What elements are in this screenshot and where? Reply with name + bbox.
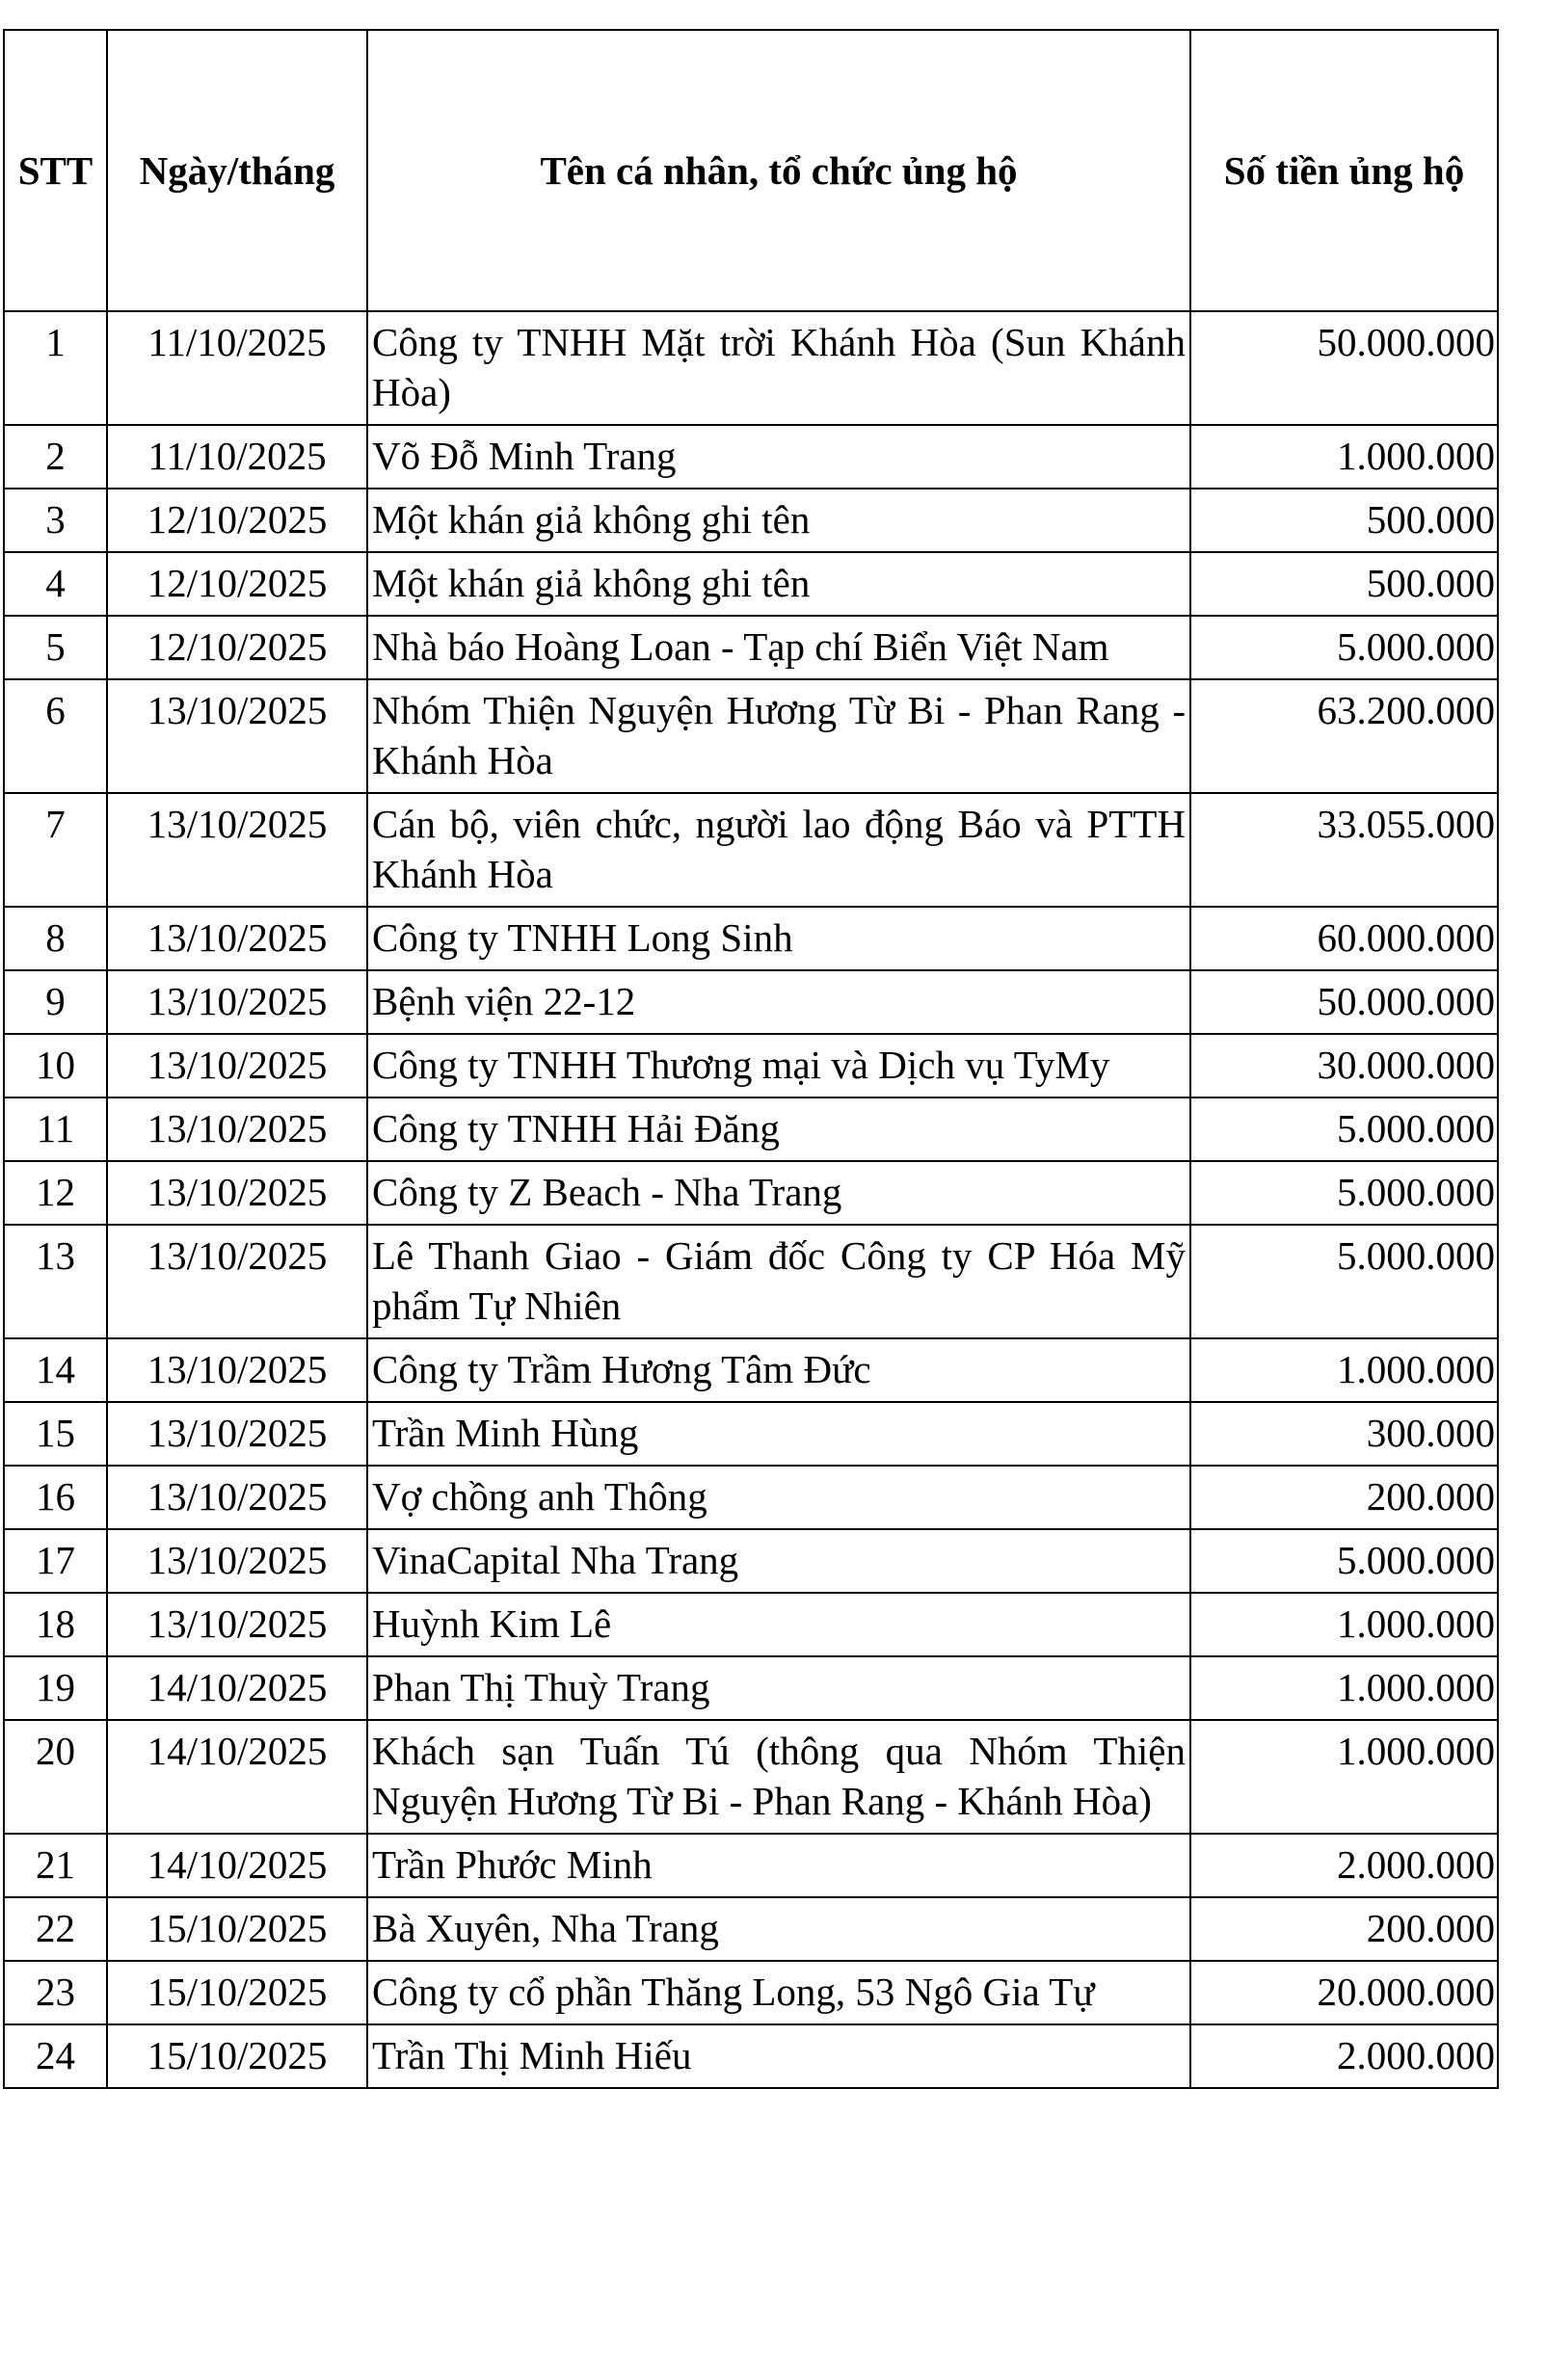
cell-date: 13/10/2025 [107, 1097, 367, 1161]
cell-date: 13/10/2025 [107, 970, 367, 1034]
header-amount: Số tiền ủng hộ [1190, 30, 1498, 311]
cell-amount: 50.000.000 [1190, 311, 1498, 425]
header-name: Tên cá nhân, tổ chức ủng hộ [367, 30, 1190, 311]
cell-amount: 5.000.000 [1190, 1225, 1498, 1338]
cell-amount: 200.000 [1190, 1466, 1498, 1529]
cell-amount: 1.000.000 [1190, 1720, 1498, 1834]
cell-amount: 500.000 [1190, 552, 1498, 616]
table-row [4, 793, 1498, 907]
cell-name: Bệnh viện 22-12 [367, 970, 1190, 1034]
cell-name: Trần Minh Hùng [367, 1402, 1190, 1466]
cell-name: Một khán giả không ghi tên [367, 489, 1190, 552]
table-row [4, 425, 1498, 489]
cell-date: 12/10/2025 [107, 552, 367, 616]
cell-name: Lê Thanh Giao - Giám đốc Công ty CP Hóa Mỹ phẩm Tự Nhiên [367, 1225, 1190, 1338]
cell-name: Võ Đỗ Minh Trang [367, 425, 1190, 489]
cell-date: 12/10/2025 [107, 616, 367, 679]
table-row [4, 1529, 1498, 1593]
cell-name: Nhóm Thiện Nguyện Hương Từ Bi - Phan Rang - Khánh Hòa [367, 679, 1190, 793]
cell-date: 13/10/2025 [107, 1529, 367, 1593]
cell-stt: 8 [4, 907, 107, 970]
donation-table [3, 29, 1499, 2089]
cell-stt: 16 [4, 1466, 107, 1529]
cell-amount: 20.000.000 [1190, 1961, 1498, 2024]
cell-stt: 18 [4, 1593, 107, 1656]
table-row [4, 679, 1498, 793]
table-row [4, 1466, 1498, 1529]
cell-date: 13/10/2025 [107, 679, 367, 793]
cell-name: Vợ chồng anh Thông [367, 1466, 1190, 1529]
cell-date: 11/10/2025 [107, 425, 367, 489]
cell-name: Nhà báo Hoàng Loan - Tạp chí Biển Việt Nam [367, 616, 1190, 679]
cell-stt: 15 [4, 1402, 107, 1466]
cell-stt: 9 [4, 970, 107, 1034]
cell-amount: 1.000.000 [1190, 425, 1498, 489]
cell-amount: 60.000.000 [1190, 907, 1498, 970]
cell-name: Công ty TNHH Mặt trời Khánh Hòa (Sun Khánh Hòa) [367, 311, 1190, 425]
header-stt: STT [4, 30, 107, 311]
cell-amount: 50.000.000 [1190, 970, 1498, 1034]
cell-date: 15/10/2025 [107, 1961, 367, 2024]
table-row [4, 1034, 1498, 1097]
cell-stt: 6 [4, 679, 107, 793]
cell-date: 15/10/2025 [107, 2024, 367, 2088]
table-row [4, 907, 1498, 970]
cell-amount: 5.000.000 [1190, 1161, 1498, 1225]
cell-name: VinaCapital Nha Trang [367, 1529, 1190, 1593]
cell-date: 13/10/2025 [107, 793, 367, 907]
cell-name: Công ty TNHH Long Sinh [367, 907, 1190, 970]
cell-name: Công ty Z Beach - Nha Trang [367, 1161, 1190, 1225]
cell-amount: 2.000.000 [1190, 2024, 1498, 2088]
table-row [4, 970, 1498, 1034]
table-row [4, 1720, 1498, 1834]
cell-date: 13/10/2025 [107, 1338, 367, 1402]
cell-stt: 24 [4, 2024, 107, 2088]
cell-date: 14/10/2025 [107, 1834, 367, 1897]
cell-stt: 2 [4, 425, 107, 489]
cell-date: 13/10/2025 [107, 907, 367, 970]
table-row [4, 1225, 1498, 1338]
cell-stt: 10 [4, 1034, 107, 1097]
table-row [4, 552, 1498, 616]
table-row [4, 1338, 1498, 1402]
cell-amount: 1.000.000 [1190, 1593, 1498, 1656]
cell-amount: 33.055.000 [1190, 793, 1498, 907]
cell-date: 13/10/2025 [107, 1161, 367, 1225]
cell-date: 12/10/2025 [107, 489, 367, 552]
cell-name: Công ty cổ phần Thăng Long, 53 Ngô Gia Tự [367, 1961, 1190, 2024]
cell-name: Công ty TNHH Thương mại và Dịch vụ TyMy [367, 1034, 1190, 1097]
cell-stt: 12 [4, 1161, 107, 1225]
cell-amount: 5.000.000 [1190, 616, 1498, 679]
table-row [4, 1593, 1498, 1656]
table-header [4, 30, 1498, 311]
cell-date: 13/10/2025 [107, 1225, 367, 1338]
cell-amount: 63.200.000 [1190, 679, 1498, 793]
cell-stt: 4 [4, 552, 107, 616]
cell-name: Trần Phước Minh [367, 1834, 1190, 1897]
cell-date: 15/10/2025 [107, 1897, 367, 1961]
cell-stt: 14 [4, 1338, 107, 1402]
table-row [4, 1097, 1498, 1161]
table-row [4, 2024, 1498, 2088]
cell-stt: 20 [4, 1720, 107, 1834]
cell-name: Công ty Trầm Hương Tâm Đức [367, 1338, 1190, 1402]
cell-name: Huỳnh Kim Lê [367, 1593, 1190, 1656]
cell-stt: 17 [4, 1529, 107, 1593]
cell-date: 13/10/2025 [107, 1034, 367, 1097]
cell-date: 11/10/2025 [107, 311, 367, 425]
cell-amount: 2.000.000 [1190, 1834, 1498, 1897]
table-row [4, 616, 1498, 679]
cell-name: Khách sạn Tuấn Tú (thông qua Nhóm Thiện Nguyện Hương Từ Bi - Phan Rang - Khánh Hòa) [367, 1720, 1190, 1834]
cell-stt: 1 [4, 311, 107, 425]
cell-date: 13/10/2025 [107, 1593, 367, 1656]
cell-name: Cán bộ, viên chức, người lao động Báo và PTTH Khánh Hòa [367, 793, 1190, 907]
cell-stt: 7 [4, 793, 107, 907]
table-row [4, 1656, 1498, 1720]
table-row [4, 489, 1498, 552]
cell-name: Phan Thị Thuỳ Trang [367, 1656, 1190, 1720]
cell-date: 13/10/2025 [107, 1466, 367, 1529]
header-date: Ngày/tháng [107, 30, 367, 311]
table-body [4, 311, 1498, 2088]
table-row [4, 1402, 1498, 1466]
cell-amount: 500.000 [1190, 489, 1498, 552]
cell-date: 14/10/2025 [107, 1720, 367, 1834]
cell-amount: 1.000.000 [1190, 1656, 1498, 1720]
header-row [4, 30, 1498, 311]
cell-stt: 11 [4, 1097, 107, 1161]
table-row [4, 1961, 1498, 2024]
table-row [4, 1161, 1498, 1225]
cell-name: Bà Xuyên, Nha Trang [367, 1897, 1190, 1961]
cell-stt: 21 [4, 1834, 107, 1897]
cell-date: 13/10/2025 [107, 1402, 367, 1466]
cell-amount: 30.000.000 [1190, 1034, 1498, 1097]
cell-name: Trần Thị Minh Hiếu [367, 2024, 1190, 2088]
cell-amount: 5.000.000 [1190, 1529, 1498, 1593]
cell-amount: 5.000.000 [1190, 1097, 1498, 1161]
cell-amount: 1.000.000 [1190, 1338, 1498, 1402]
cell-stt: 3 [4, 489, 107, 552]
cell-amount: 200.000 [1190, 1897, 1498, 1961]
cell-stt: 13 [4, 1225, 107, 1338]
table-row [4, 1897, 1498, 1961]
cell-stt: 22 [4, 1897, 107, 1961]
table-row [4, 311, 1498, 425]
cell-date: 14/10/2025 [107, 1656, 367, 1720]
cell-stt: 23 [4, 1961, 107, 2024]
table-row [4, 1834, 1498, 1897]
cell-name: Công ty TNHH Hải Đăng [367, 1097, 1190, 1161]
cell-amount: 300.000 [1190, 1402, 1498, 1466]
cell-name: Một khán giả không ghi tên [367, 552, 1190, 616]
cell-stt: 19 [4, 1656, 107, 1720]
cell-stt: 5 [4, 616, 107, 679]
